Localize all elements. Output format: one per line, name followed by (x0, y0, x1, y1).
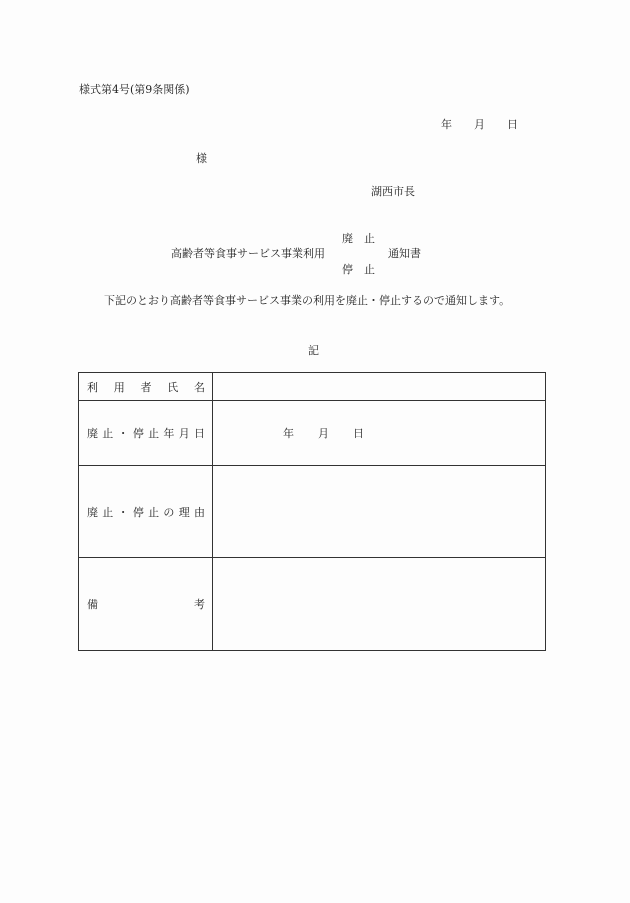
label-char: 止 (102, 505, 114, 519)
label-char: 備 (87, 598, 98, 611)
label-char: 者 (140, 380, 152, 394)
label-char: ・ (117, 427, 129, 440)
label-char: 由 (193, 505, 205, 519)
remarks-label (79, 558, 213, 651)
table-row (79, 401, 546, 466)
user-name-label (79, 373, 213, 401)
header-date (441, 116, 518, 132)
end-date-field[interactable] (213, 401, 546, 466)
detail-table (78, 372, 546, 651)
label-char: ・ (117, 505, 129, 519)
title-option-abolish-char: 廃 (342, 232, 353, 245)
label-char: 止 (102, 427, 114, 440)
label-char: 日 (193, 427, 205, 440)
header-date-day: 日 (507, 118, 518, 131)
title-main: 高齢者等食事サービス事業利用 (171, 247, 325, 260)
table-row (79, 373, 546, 401)
header-date-month: 月 (474, 118, 485, 131)
label-char: 廃 (87, 505, 98, 519)
ki-heading: 記 (308, 344, 319, 357)
title-suffix: 通知書 (388, 247, 421, 260)
label-char: 停 (132, 427, 144, 440)
label-char: 年 (163, 427, 175, 440)
label-char: 理 (178, 505, 190, 519)
addressee-honorific: 様 (196, 152, 207, 165)
label-char: の (163, 505, 175, 519)
title-option-suspend-char: 停 (342, 263, 353, 276)
label-char: 考 (194, 598, 205, 611)
table-row (79, 466, 546, 558)
table-row (79, 558, 546, 651)
end-date-label (79, 401, 213, 466)
label-char: 利 (87, 380, 98, 394)
label-char: 氏 (167, 380, 179, 394)
form-number: 様式第4号(第9条関係) (79, 83, 190, 96)
end-date-month: 月 (318, 427, 329, 440)
label-char: 月 (178, 427, 190, 440)
end-date-day: 日 (353, 427, 364, 440)
notice-body-text: 下記のとおり高齢者等食事サービス事業の利用を廃止・停止するので通知します。 (104, 294, 511, 307)
issuer-name: 湖西市長 (371, 185, 415, 198)
title-option-abolish (342, 230, 386, 246)
title-option-abolish-char: 止 (364, 232, 375, 245)
label-char: 用 (113, 380, 125, 394)
remarks-field[interactable] (213, 558, 546, 651)
end-date-year: 年 (283, 427, 294, 440)
reason-field[interactable] (213, 466, 546, 558)
user-name-field[interactable] (213, 373, 546, 401)
label-char: 停 (132, 505, 144, 519)
label-char: 止 (148, 505, 160, 519)
header-date-year: 年 (441, 118, 452, 131)
reason-label (79, 466, 213, 558)
title-option-suspend (342, 261, 386, 277)
label-char: 廃 (87, 427, 98, 440)
label-char: 止 (148, 427, 160, 440)
title-option-suspend-char: 止 (364, 263, 375, 276)
label-char: 名 (194, 380, 205, 394)
